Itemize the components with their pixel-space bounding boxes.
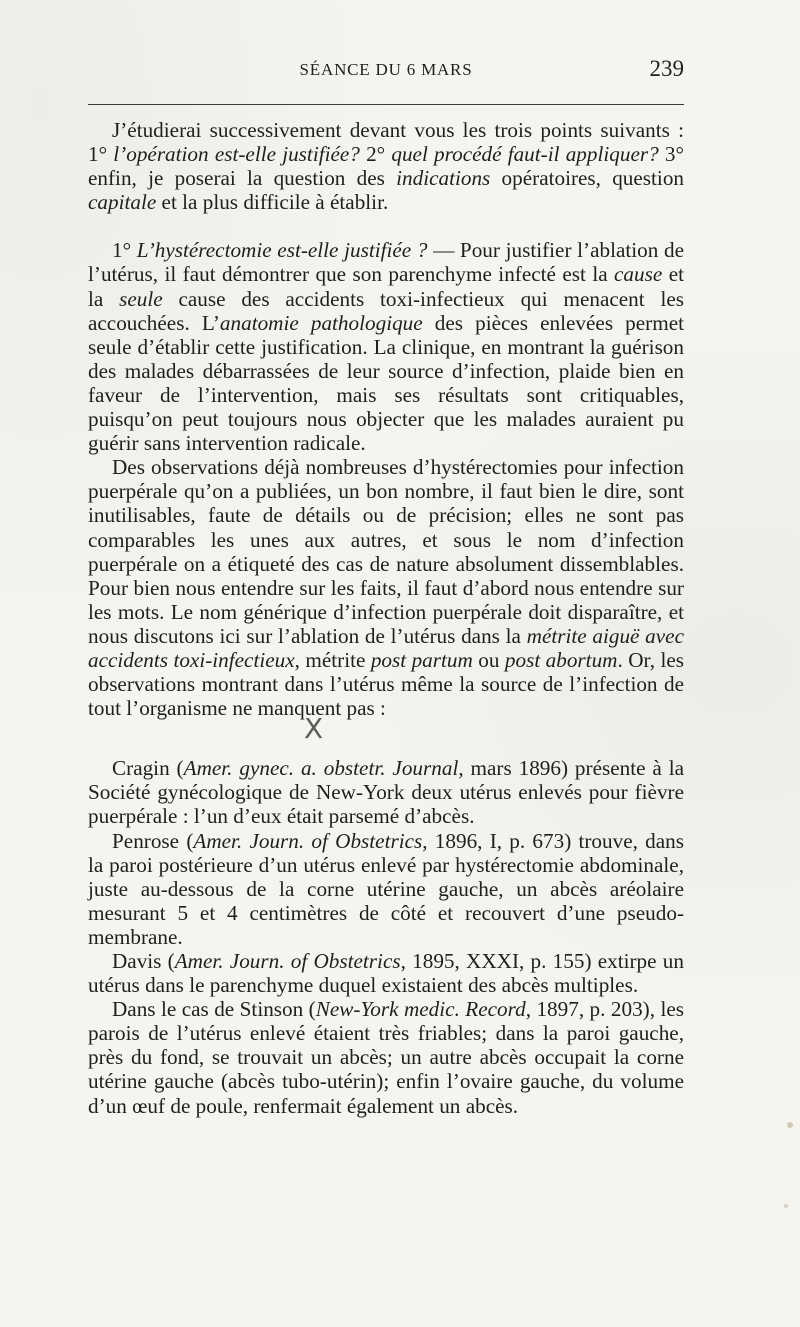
paragraph-cragin — [88, 756, 684, 828]
text-run: 1° — [112, 238, 137, 263]
running-title: SÉANCE DU 6 MARS — [299, 60, 473, 79]
text-run: , métrite — [294, 647, 371, 672]
text-run: Cragin ( — [112, 756, 184, 781]
text-run: ou — [472, 647, 505, 672]
text-run: des pièces enlevées permet seule d’établir cette justification. La clinique, en montrant la guérison des malades débarrassées de leur source d’infection, plaide bien en faveur de l’intervention, mais ses résultats sont critiquables, puisqu’on peut toujours nous objecter que les malades auraient pu guérir sans intervention radicale. — [88, 310, 684, 456]
handwritten-mark — [88, 712, 684, 756]
text-run: Des observations déjà nombreuses d’hystérectomies pour infection puerpérale qu’on a publiées, un bon nombre, il faut bien le dire, sont inutilisables, faute de détails ou de précision; elles ne sont pas comparables les unes aux autres, et sous le nom d’infection puerpérale on a étiqueté des cas de nature absolument dissemblables. Pour bien nous entendre sur les faits, il faut d’abord nous entendre sur les mots. Le nom générique d’infection puerpérale doit disparaître, et nous discutons ici sur l’ablation de l’utérus dans la — [88, 455, 684, 648]
italic-run: quel procédé faut-il appliquer? — [391, 142, 659, 167]
citation-title: Amer. Journ. of Obstetrics — [174, 949, 401, 973]
text-run: , mars 1896) présente à la Société gynécologique de New-York deux utérus enlevés pour fièvre puerpérale : l’un d’eux était parsemé d’abcès. — [88, 756, 684, 829]
citation-title: New-York medic. Record — [315, 997, 526, 1022]
text-run: Davis ( — [112, 949, 175, 973]
text-run: — Pour justifier l’ablation de l’utérus, il faut démontrer que son parenchyme infecté est la — [88, 238, 684, 287]
text-run: et la plus difficile à établir. — [156, 190, 389, 215]
italic-run: l’opération est-elle justifiée? — [113, 142, 360, 167]
text-run: opératoires, question — [490, 166, 685, 191]
section-heading: L’hystérectomie est-elle justifiée ? — [136, 238, 428, 263]
paragraph-intro — [88, 118, 684, 214]
text-run: J’étudierai successivement devant vous les trois points suivants : 1° — [88, 118, 684, 167]
handwritten-x: X — [304, 712, 324, 746]
citation-title: Amer. gynec. a. obstetr. Journal — [183, 756, 459, 781]
italic-run: métrite aiguë avec accidents toxi-infectieux — [88, 623, 684, 672]
text-run: 3° enfin, je poserai la question des — [88, 142, 684, 191]
italic-run: indications — [396, 166, 491, 191]
text-run: Penrose ( — [112, 828, 194, 853]
italic-run: anatomie pathologique — [219, 310, 423, 335]
header-rule — [88, 104, 684, 105]
paragraph-section-1 — [88, 238, 684, 455]
italic-run: seule — [119, 286, 163, 311]
paper-speck — [787, 1122, 793, 1128]
italic-run: post partum — [370, 647, 473, 672]
text-run: , 1896, I, p. 673) trouve, dans la paroi postérieure d’un utérus enlevé par hystérectomie abdominale, juste au-dessous de la corne utérine gauche, un abcès aréolaire mesurant 5 et 4 centimètres de côté et recouvert d’une pseudo-membrane. — [88, 828, 684, 949]
italic-run: cause — [614, 262, 663, 287]
text-run: , 1897, p. 203), les parois de l’utérus enlevé étaient très friables; dans la paroi gauche, près du fond, se trouvait un abcès; un autre abcès occupait la corne utérine gauche (abcès tubo-utérin); enfin l’ovaire gauche, du volume d’un œuf de poule, renfermait également un abcès. — [88, 997, 684, 1118]
text-run: . Or, les observations montrant dans l’utérus même la source de l’infection de tout l’organisme ne manquent pas : — [88, 647, 684, 721]
paper-speck — [784, 1204, 788, 1208]
text-run: et la — [88, 262, 684, 311]
page-header — [88, 56, 684, 90]
paragraph-davis — [88, 949, 684, 997]
body-text — [88, 118, 684, 1118]
italic-run: capitale — [88, 190, 157, 215]
paragraph-observations — [88, 455, 684, 720]
page-number: 239 — [649, 56, 684, 81]
paragraph-penrose — [88, 829, 684, 949]
citation-title: Amer. Journ. of Obstetrics — [193, 828, 423, 853]
italic-run: post abortum — [504, 647, 618, 672]
paragraph-stinson — [88, 997, 684, 1117]
text-run: Dans le cas de Stinson ( — [112, 997, 316, 1022]
text-run: , 1895, XXXI, p. 155) extirpe un utérus dans le parenchyme duquel existaient des abcès multiples. — [88, 949, 684, 998]
text-run: 2° — [359, 142, 392, 167]
text-run: cause des accidents toxi-infectieux qui menacent les accouchées. L’ — [88, 286, 684, 335]
